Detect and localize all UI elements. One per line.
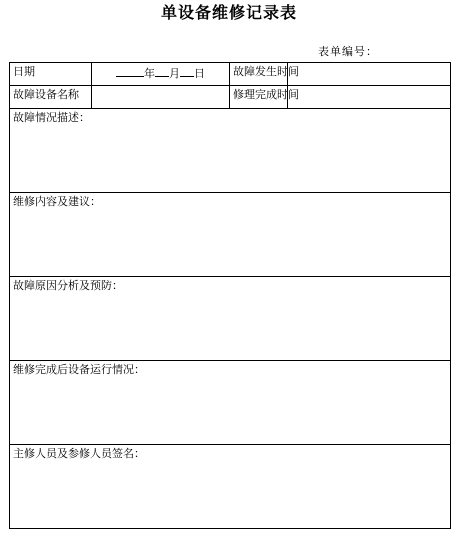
fault-device-field[interactable] — [92, 86, 230, 109]
repair-record-table — [9, 62, 451, 529]
date-label: 日期 — [10, 63, 92, 86]
signature-section[interactable] — [10, 445, 451, 529]
repair-content-section[interactable] — [10, 193, 451, 277]
post-repair-status-label: 维修完成后设备运行情况： — [13, 363, 145, 376]
fault-time-field[interactable] — [288, 63, 451, 86]
fault-description-label: 故障情况描述： — [13, 111, 90, 124]
repair-content-label: 维修内容及建议： — [13, 195, 101, 208]
month-label: 月 — [169, 67, 180, 80]
fault-device-label: 故障设备名称 — [10, 86, 92, 109]
signature-label: 主修人员及参修人员签名： — [13, 447, 145, 460]
day-blank[interactable] — [180, 65, 194, 77]
fault-time-label: 故障发生时间 — [230, 63, 288, 86]
repair-done-time-label: 修理完成时间 — [230, 86, 288, 109]
day-label: 日 — [194, 67, 205, 80]
table-row — [10, 86, 451, 109]
table-row — [10, 277, 451, 361]
year-label: 年 — [144, 67, 155, 80]
table-row — [10, 63, 451, 86]
year-blank[interactable] — [116, 65, 144, 77]
table-row — [10, 361, 451, 445]
post-repair-status-section[interactable] — [10, 361, 451, 445]
page-title: 单设备维修记录表 — [160, 3, 297, 22]
repair-done-time-field[interactable] — [288, 86, 451, 109]
cause-analysis-section[interactable] — [10, 277, 451, 361]
date-field[interactable] — [92, 63, 230, 86]
fault-description-section[interactable] — [10, 109, 451, 193]
form-number-label: 表单编号： — [318, 45, 378, 58]
table-row — [10, 445, 451, 529]
cause-analysis-label: 故障原因分析及预防： — [13, 279, 123, 292]
table-row — [10, 109, 451, 193]
table-row — [10, 193, 451, 277]
month-blank[interactable] — [155, 65, 169, 77]
